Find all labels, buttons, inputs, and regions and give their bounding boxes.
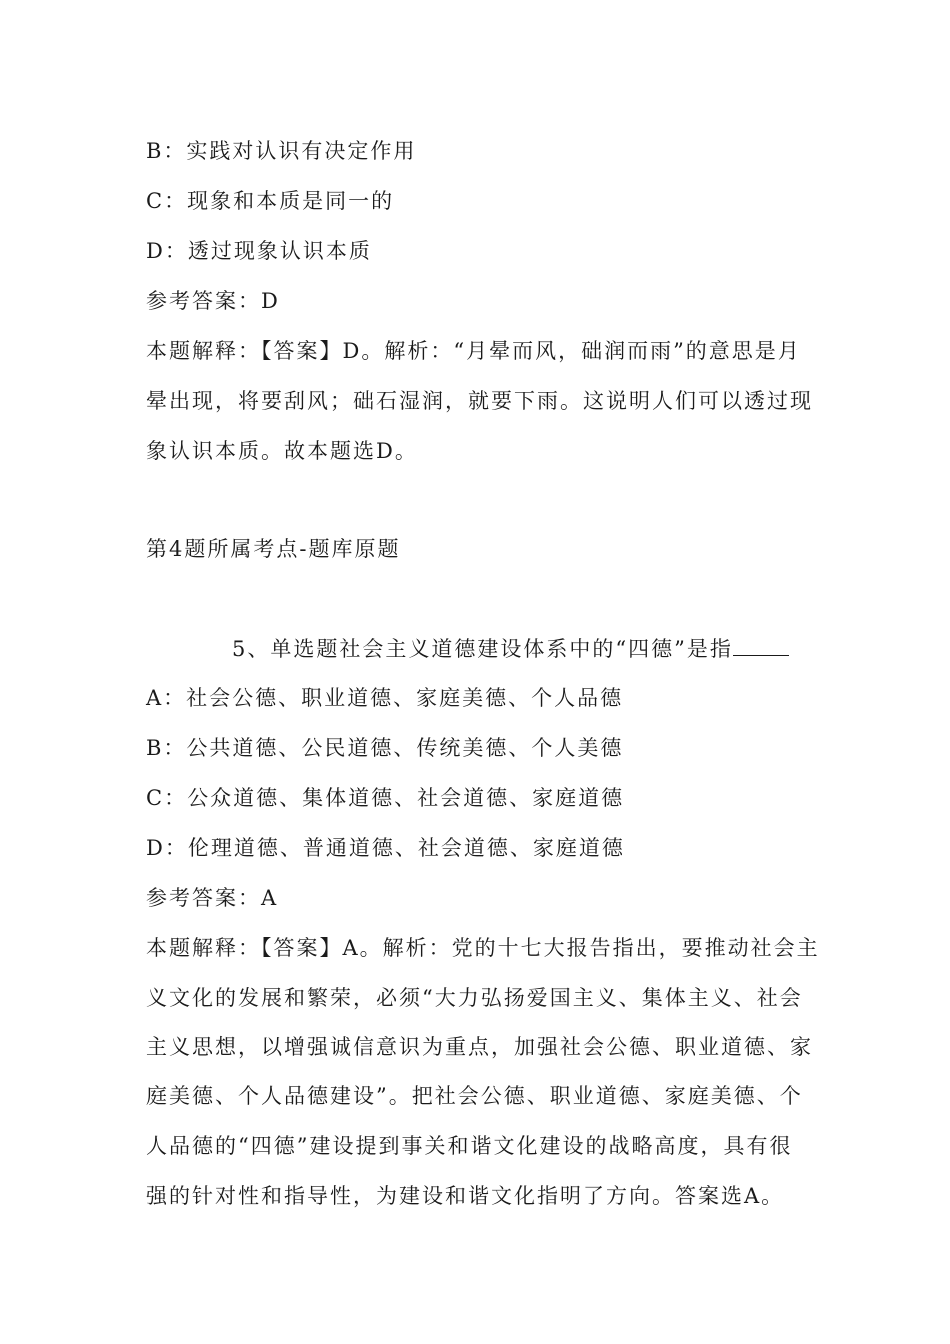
q4-answer: 参考答案：D xyxy=(146,289,280,313)
q5-stem-text: 5、单选题社会主义道德建设体系中的“四德”是指 xyxy=(232,637,733,661)
q5-option-d: D：伦理道德、普通道德、社会道德、家庭道德 xyxy=(146,836,625,860)
q4-option-b: B：实践对认识有决定作用 xyxy=(146,139,417,163)
q5-explanation-line: 义文化的发展和繁荣，必须“大力弘扬爱国主义、集体主义、社会 xyxy=(146,986,803,1010)
q5-stem xyxy=(232,634,902,664)
q5-explanation-line: 本题解释：【答案】A。解析：党的十七大报告指出，要推动社会主 xyxy=(146,936,820,960)
q4-explanation-line: 本题解释：【答案】D。解析：“月晕而风，础润而雨”的意思是月 xyxy=(146,339,801,363)
q4-explanation-line: 象认识本质。故本题选D。 xyxy=(146,439,418,463)
q4-option-d: D：透过现象认识本质 xyxy=(146,239,372,263)
q5-answer: 参考答案：A xyxy=(146,886,279,910)
q5-explanation-line: 主义思想，以增强诚信意识为重点，加强社会公德、职业道德、家 xyxy=(146,1035,813,1059)
q5-explanation-line: 强的针对性和指导性，为建设和谐文化指明了方向。答案选A。 xyxy=(146,1184,785,1208)
q5-explanation-line: 人品德的“四德”建设提到事关和谐文化建设的战略高度，具有很 xyxy=(146,1134,793,1158)
answer-blank xyxy=(733,635,789,656)
q5-option-b: B：公共道德、公民道德、传统美德、个人美德 xyxy=(146,736,624,760)
q5-option-a: A：社会公德、职业道德、家庭美德、个人品德 xyxy=(146,686,624,710)
q4-explanation-line: 晕出现，将要刮风；础石湿润，就要下雨。这说明人们可以透过现 xyxy=(146,389,813,413)
q4-knowledge-point: 第4题所属考点-题库原题 xyxy=(146,537,401,561)
q5-explanation-line: 庭美德、个人品德建设”。把社会公德、职业道德、家庭美德、个 xyxy=(146,1084,803,1108)
q4-option-c: C：现象和本质是同一的 xyxy=(146,189,395,213)
q5-option-c: C：公众道德、集体道德、社会道德、家庭道德 xyxy=(146,786,625,810)
